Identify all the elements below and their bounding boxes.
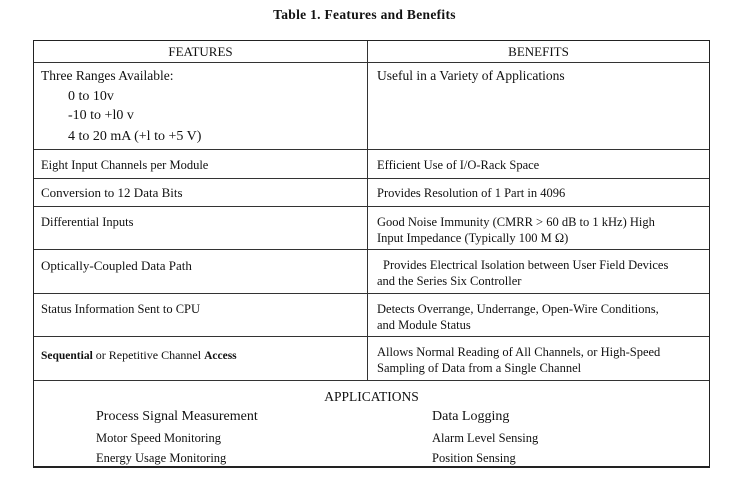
benefit-isolation: Provides Electrical Isolation between User Field Devices — [383, 258, 669, 272]
benefit-rack-space: Efficient Use of I/O-Rack Space — [377, 158, 540, 172]
benefit-reading: Allows Normal Reading of All Channels, or High-Speed — [377, 345, 661, 359]
feature-data-bits: Conversion to 12 Data Bits — [41, 185, 183, 200]
feature-range-item: -10 to +l0 v — [68, 108, 134, 123]
row-divider — [34, 336, 709, 337]
features-benefits-table — [33, 40, 710, 468]
benefit-noise-immunity-cont: Input Impedance (Typically 100 M Ω) — [377, 231, 569, 245]
applications-left-title: Process Signal Measurement — [96, 409, 258, 424]
header-rule — [34, 62, 709, 63]
benefit-variety: Useful in a Variety of Applications — [377, 68, 565, 83]
applications-right-title: Data Logging — [432, 409, 510, 424]
feature-status: Status Information Sent to CPU — [41, 302, 201, 316]
header-benefits: BENEFITS — [508, 44, 569, 59]
row-divider — [34, 249, 709, 250]
feature-access-sequential: Sequential — [41, 350, 93, 362]
benefit-detects: Detects Overrange, Underrange, Open-Wire Conditions, — [377, 302, 659, 316]
table-title: Table 1. Features and Benefits — [273, 7, 456, 22]
applications-right-item: Alarm Level Sensing — [432, 431, 539, 445]
applications-left-item: Motor Speed Monitoring — [96, 431, 221, 445]
row-divider — [34, 178, 709, 179]
benefit-resolution: Provides Resolution of 1 Part in 4096 — [377, 186, 566, 200]
column-divider — [367, 41, 368, 380]
feature-ranges: Three Ranges Available: — [41, 68, 174, 83]
row-divider — [34, 206, 709, 207]
feature-access — [41, 347, 237, 364]
header-features: FEATURES — [168, 44, 233, 59]
benefit-isolation-cont: and the Series Six Controller — [377, 274, 522, 288]
applications-right-item: Position Sensing — [432, 451, 516, 465]
feature-channels: Eight Input Channels per Module — [41, 158, 209, 172]
feature-optical: Optically-Coupled Data Path — [41, 258, 192, 273]
benefit-detects-cont: and Module Status — [377, 318, 471, 332]
feature-range-item: 4 to 20 mA (+l to +5 V) — [68, 129, 202, 144]
row-divider — [34, 149, 709, 150]
feature-range-item: 0 to 10v — [68, 89, 114, 104]
row-divider — [34, 293, 709, 294]
benefit-reading-cont: Sampling of Data from a Single Channel — [377, 361, 582, 375]
feature-differential: Differential Inputs — [41, 215, 134, 229]
feature-access-word: Access — [204, 350, 237, 362]
row-divider — [34, 380, 709, 381]
feature-access-middle: or Repetitive Channel — [95, 348, 202, 362]
benefit-noise-immunity: Good Noise Immunity (CMRR > 60 dB to 1 kHz) High — [377, 215, 655, 229]
applications-left-item: Energy Usage Monitoring — [96, 451, 227, 465]
applications-heading: APPLICATIONS — [324, 389, 419, 404]
